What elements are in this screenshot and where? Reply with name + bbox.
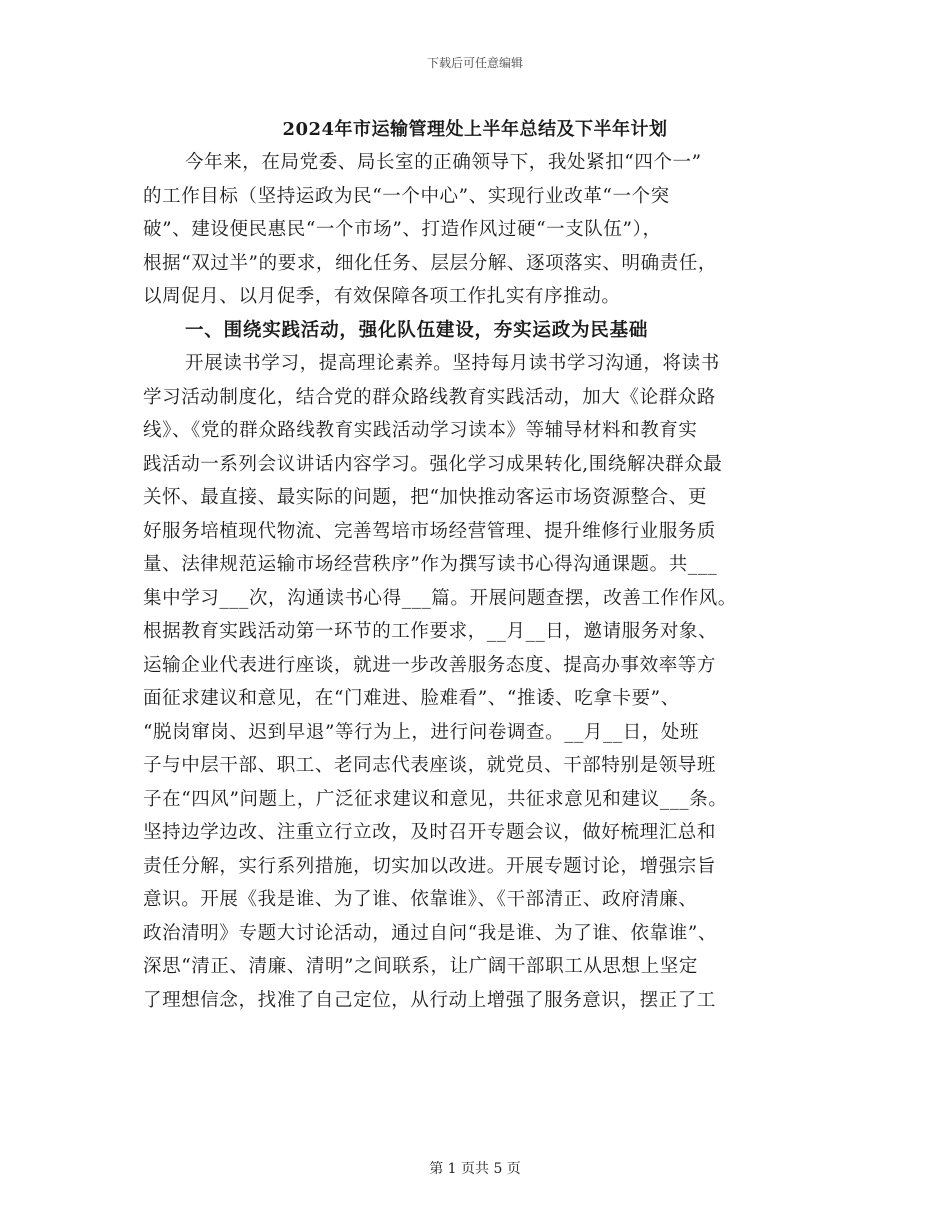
paragraph-line: 根据“双过半”的要求，细化任务、层层分解、逐项落实、明确责任， — [143, 252, 718, 274]
page-footer: 第 1 页共 5 页 — [429, 1161, 521, 1177]
document-body — [143, 146, 823, 1017]
paragraph-line: 今年来，在局党委、局长室的正确领导下，我处紧扣“四个一” — [185, 152, 702, 173]
paragraph-line: 运输企业代表进行座谈，就进一步改善服务态度、提高办事效率等方 — [143, 654, 717, 676]
paragraph-line: 开展读书学习，提高理论素养。坚持每月读书学习沟通，将读书 — [185, 353, 720, 374]
paragraph-line: 意识。开展《我是谁、为了谁、依靠谁》、《干部清正、政府清廉、 — [143, 889, 698, 910]
section-heading: 一、围绕实践活动，强化队伍建设，夯实运政为民基础 — [185, 319, 649, 341]
paragraph-line: 政治清明》专题大讨论活动，通过自问“我是谁、为了谁、依靠谁”、 — [143, 922, 718, 944]
paragraph-line: 量、法律规范运输市场经营秩序”作为撰写读书心得沟通课题。共___ — [143, 554, 718, 575]
paragraph-line: 子在“四风”问题上，广泛征求建议和意见，共征求意见和建议___条。 — [143, 788, 728, 810]
page-header: 下载后可任意编辑 — [426, 56, 523, 70]
paragraph-line: “脱岗窜岗、迟到早退”等行为上，进行问卷调查。__月__日，处班 — [143, 721, 700, 743]
paragraph-line: 根据教育实践活动第一环节的工作要求，__月__日，邀请服务对象、 — [143, 621, 718, 642]
paragraph-line: 践活动一系列会议讲话内容学习。强化学习成果转化,围绕解决群众最 — [143, 453, 723, 475]
paragraph-line: 责任分解，实行系列措施，切实加以改进。开展专题讨论，增强宗旨 — [143, 855, 717, 877]
paragraph-line: 关怀、最直接、最实际的问题，把“加快推动客运市场资源整合、更 — [143, 487, 707, 508]
paragraph-line: 以周促月、以月促季，有效保障各项工作扎实有序推动。 — [143, 286, 621, 307]
paragraph-line: 了理想信念，找准了自己定位，从行动上增强了服务意识，摆正了工 — [143, 989, 717, 1011]
paragraph-line: 坚持边学边改、注重立行立改，及时召开专题会议，做好梳理汇总和 — [143, 822, 717, 843]
paragraph-line: 学习活动制度化，结合党的群众路线教育实践活动，加大《论群众路 — [143, 386, 717, 408]
document-title: 2024年市运输管理处上半年总结及下半年计划 — [282, 119, 668, 140]
paragraph-line: 破”、建设便民惠民“一个市场”、打造作风过硬“一支队伍”）， — [143, 219, 662, 240]
paragraph-line: 线》、《党的群众路线教育实践活动学习读本》等辅导材料和教育实 — [143, 420, 698, 441]
paragraph-line: 面征求建议和意见，在“门难进、脸难看”、“推诿、吃拿卡要”、 — [143, 688, 680, 709]
paragraph-line: 的工作目标（坚持运政为民“一个中心”、实现行业改革“一个突 — [143, 185, 670, 207]
paragraph-line: 深思“清正、清廉、清明”之间联系，让广阔干部职工从思想上坚定 — [143, 956, 698, 977]
paragraph-line: 集中学习___次，沟通读书心得___篇。开展问题查摆，改善工作作风。 — [143, 587, 737, 609]
paragraph-line: 好服务培植现代物流、完善驾培市场经营管理、提升维修行业服务质 — [143, 520, 717, 542]
paragraph-line: 子与中层干部、职工、老同志代表座谈，就党员、干部特别是领导班 — [143, 755, 717, 776]
